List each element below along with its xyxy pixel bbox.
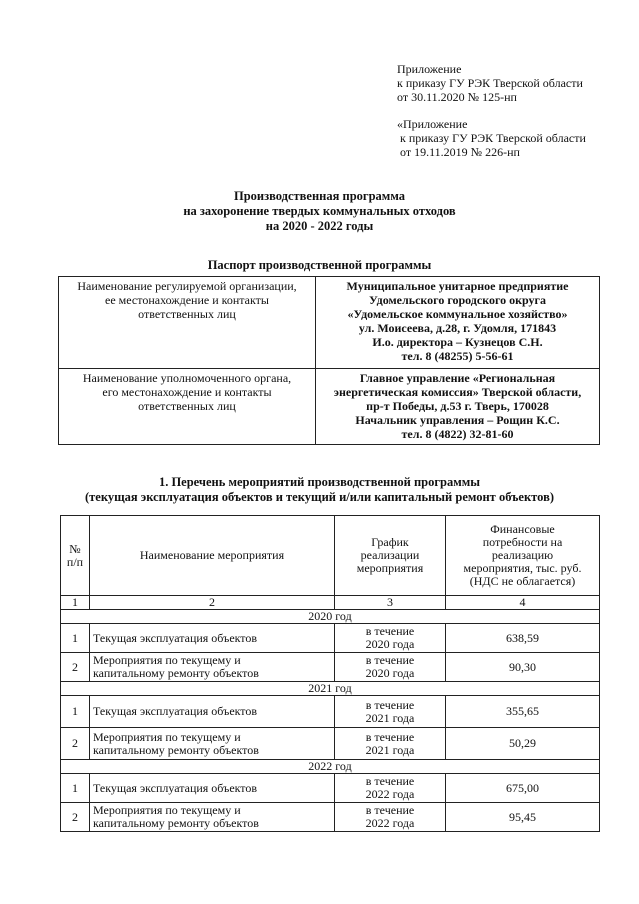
year-row [61, 682, 600, 696]
row-value: 675,00 [446, 774, 600, 803]
title-line: на 2020 - 2022 годы [265, 219, 374, 233]
year-label: 2020 год [61, 610, 600, 624]
row-schedule [335, 624, 446, 653]
header-finance [446, 516, 600, 596]
passport-value [316, 369, 600, 445]
text-line: в течение [365, 774, 415, 788]
passport-label [59, 277, 316, 369]
annex-block-2 [397, 117, 586, 159]
text-line: Текущая эксплуатация объектов [93, 630, 258, 645]
text-line: Финансовые [490, 522, 555, 536]
text-line: Мероприятия по текущему и [93, 803, 241, 817]
text-line: потребности на [482, 535, 563, 549]
text-line: 2021 года [365, 710, 415, 725]
text-line: И.о. директора – Кузнецов С.Н. [372, 335, 543, 349]
text-line: Наименование уполномоченного органа, [82, 371, 292, 385]
row-name [90, 728, 335, 760]
text-line: п/п [66, 554, 84, 569]
text-line: 2022 года [365, 816, 415, 830]
text-line: Текущая эксплуатация объектов [93, 704, 258, 718]
col-number: 1 [61, 596, 90, 610]
text-line: капитальному ремонту объектов [93, 666, 259, 680]
table-header-row [61, 516, 600, 596]
text-line: ответственных лиц [138, 399, 236, 413]
passport-table [58, 276, 600, 445]
measures-table [60, 515, 600, 832]
text-line: ул. Моисеева, д.28, г. Удомля, 171843 [358, 321, 557, 335]
text-line: мероприятия, тыс. руб. [463, 561, 582, 575]
text-line: Главное управление «Региональная [359, 371, 556, 385]
annex2-line: к приказу ГУ РЭК Тверской области [400, 131, 586, 145]
row-schedule [335, 803, 446, 832]
row-name [90, 696, 335, 728]
text-line: в течение [365, 653, 415, 667]
annex1-line: от 30.11.2020 № 125-нп [397, 90, 517, 104]
row-value: 355,65 [446, 696, 600, 728]
row-num: 2 [61, 728, 90, 760]
text-line: Начальник управления – Рощин К.С. [355, 413, 560, 427]
text-line: в течение [365, 697, 415, 712]
row-schedule [335, 728, 446, 760]
text-line: его местонахождение и контакты [102, 385, 272, 399]
text-line: реализации [360, 548, 420, 562]
text-line: капитальному ремонту объектов [93, 816, 259, 830]
passport-value [316, 277, 600, 369]
annex-block-1 [397, 62, 583, 104]
header-name: Наименование мероприятия [90, 516, 335, 596]
title-line: на захоронение твердых коммунальных отходов [183, 204, 456, 218]
col-number: 2 [90, 596, 335, 610]
table-row [61, 803, 600, 832]
text-line: тел. 8 (48255) 5-56-61 [401, 349, 514, 363]
row-value: 95,45 [446, 803, 600, 832]
passport-label [59, 369, 316, 445]
text-line: «Удомельское коммунальное хозяйство» [347, 307, 568, 321]
text-line: в течение [365, 729, 415, 744]
section-heading [0, 475, 639, 505]
text-line: тел. 8 (4822) 32-81-60 [401, 427, 514, 441]
text-line: Мероприятия по текущему и [93, 653, 241, 667]
annex2-line: «Приложение [397, 117, 468, 131]
document-title [0, 189, 639, 234]
annex1-line: к приказу ГУ РЭК Тверской области [397, 76, 583, 90]
text-line: 2020 года [365, 666, 415, 680]
row-name [90, 624, 335, 653]
table-row [61, 624, 600, 653]
section-heading-line: (текущая эксплуатация объектов и текущий и/или капитальный ремонт объектов) [84, 490, 554, 504]
col-number: 3 [335, 596, 446, 610]
table-row [61, 774, 600, 803]
row-value: 90,30 [446, 653, 600, 682]
text-line: капитальному ремонту объектов [93, 742, 259, 757]
column-number-row [61, 596, 600, 610]
text-line: ответственных лиц [138, 307, 236, 321]
text-line: Наименование регулируемой организации, [77, 279, 297, 293]
col-number: 4 [446, 596, 600, 610]
row-schedule [335, 774, 446, 803]
row-num: 1 [61, 624, 90, 653]
text-line: № [69, 541, 81, 556]
row-value: 50,29 [446, 728, 600, 760]
row-num: 1 [61, 696, 90, 728]
text-line: Муниципальное унитарное предприятие [346, 279, 569, 293]
row-num: 1 [61, 774, 90, 803]
text-line: в течение [365, 624, 415, 638]
text-line: 2022 года [365, 787, 415, 801]
title-line: Производственная программа [233, 189, 406, 203]
passport-row [59, 369, 600, 445]
text-line: реализацию [491, 548, 554, 562]
row-value: 638,59 [446, 624, 600, 653]
section-heading-line: 1. Перечень мероприятий производственной программы [158, 475, 481, 489]
text-line: ее местонахождение и контакты [105, 293, 269, 307]
year-label: 2021 год [61, 682, 600, 696]
header-schedule [335, 516, 446, 596]
text-line: Мероприятия по текущему и [93, 729, 241, 744]
text-line: 2021 года [365, 742, 415, 757]
text-line: 2020 года [365, 637, 415, 651]
passport-row [59, 277, 600, 369]
table-row [61, 696, 600, 728]
row-num: 2 [61, 803, 90, 832]
row-name [90, 803, 335, 832]
text-line: в течение [365, 803, 415, 817]
annex1-line: Приложение [397, 62, 462, 76]
text-line: Удомельского городского округа [369, 293, 546, 307]
table-row [61, 653, 600, 682]
text-line: Текущая эксплуатация объектов [93, 780, 258, 795]
header-num [61, 516, 90, 596]
text-line: энергетическая комиссия» Тверской области, [333, 385, 582, 399]
year-row [61, 760, 600, 774]
row-name [90, 653, 335, 682]
row-schedule [335, 696, 446, 728]
year-label: 2022 год [61, 760, 600, 774]
row-name [90, 774, 335, 803]
row-schedule [335, 653, 446, 682]
annex2-line: от 19.11.2019 № 226-нп [400, 145, 520, 159]
text-line: (НДС не облагается) [469, 574, 576, 588]
row-num: 2 [61, 653, 90, 682]
text-line: мероприятия [356, 561, 424, 575]
passport-heading: Паспорт производственной программы [207, 258, 432, 272]
text-line: пр-т Победы, д.53 г. Тверь, 170028 [366, 399, 549, 413]
year-row [61, 610, 600, 624]
text-line: График [371, 535, 409, 549]
table-row [61, 728, 600, 760]
